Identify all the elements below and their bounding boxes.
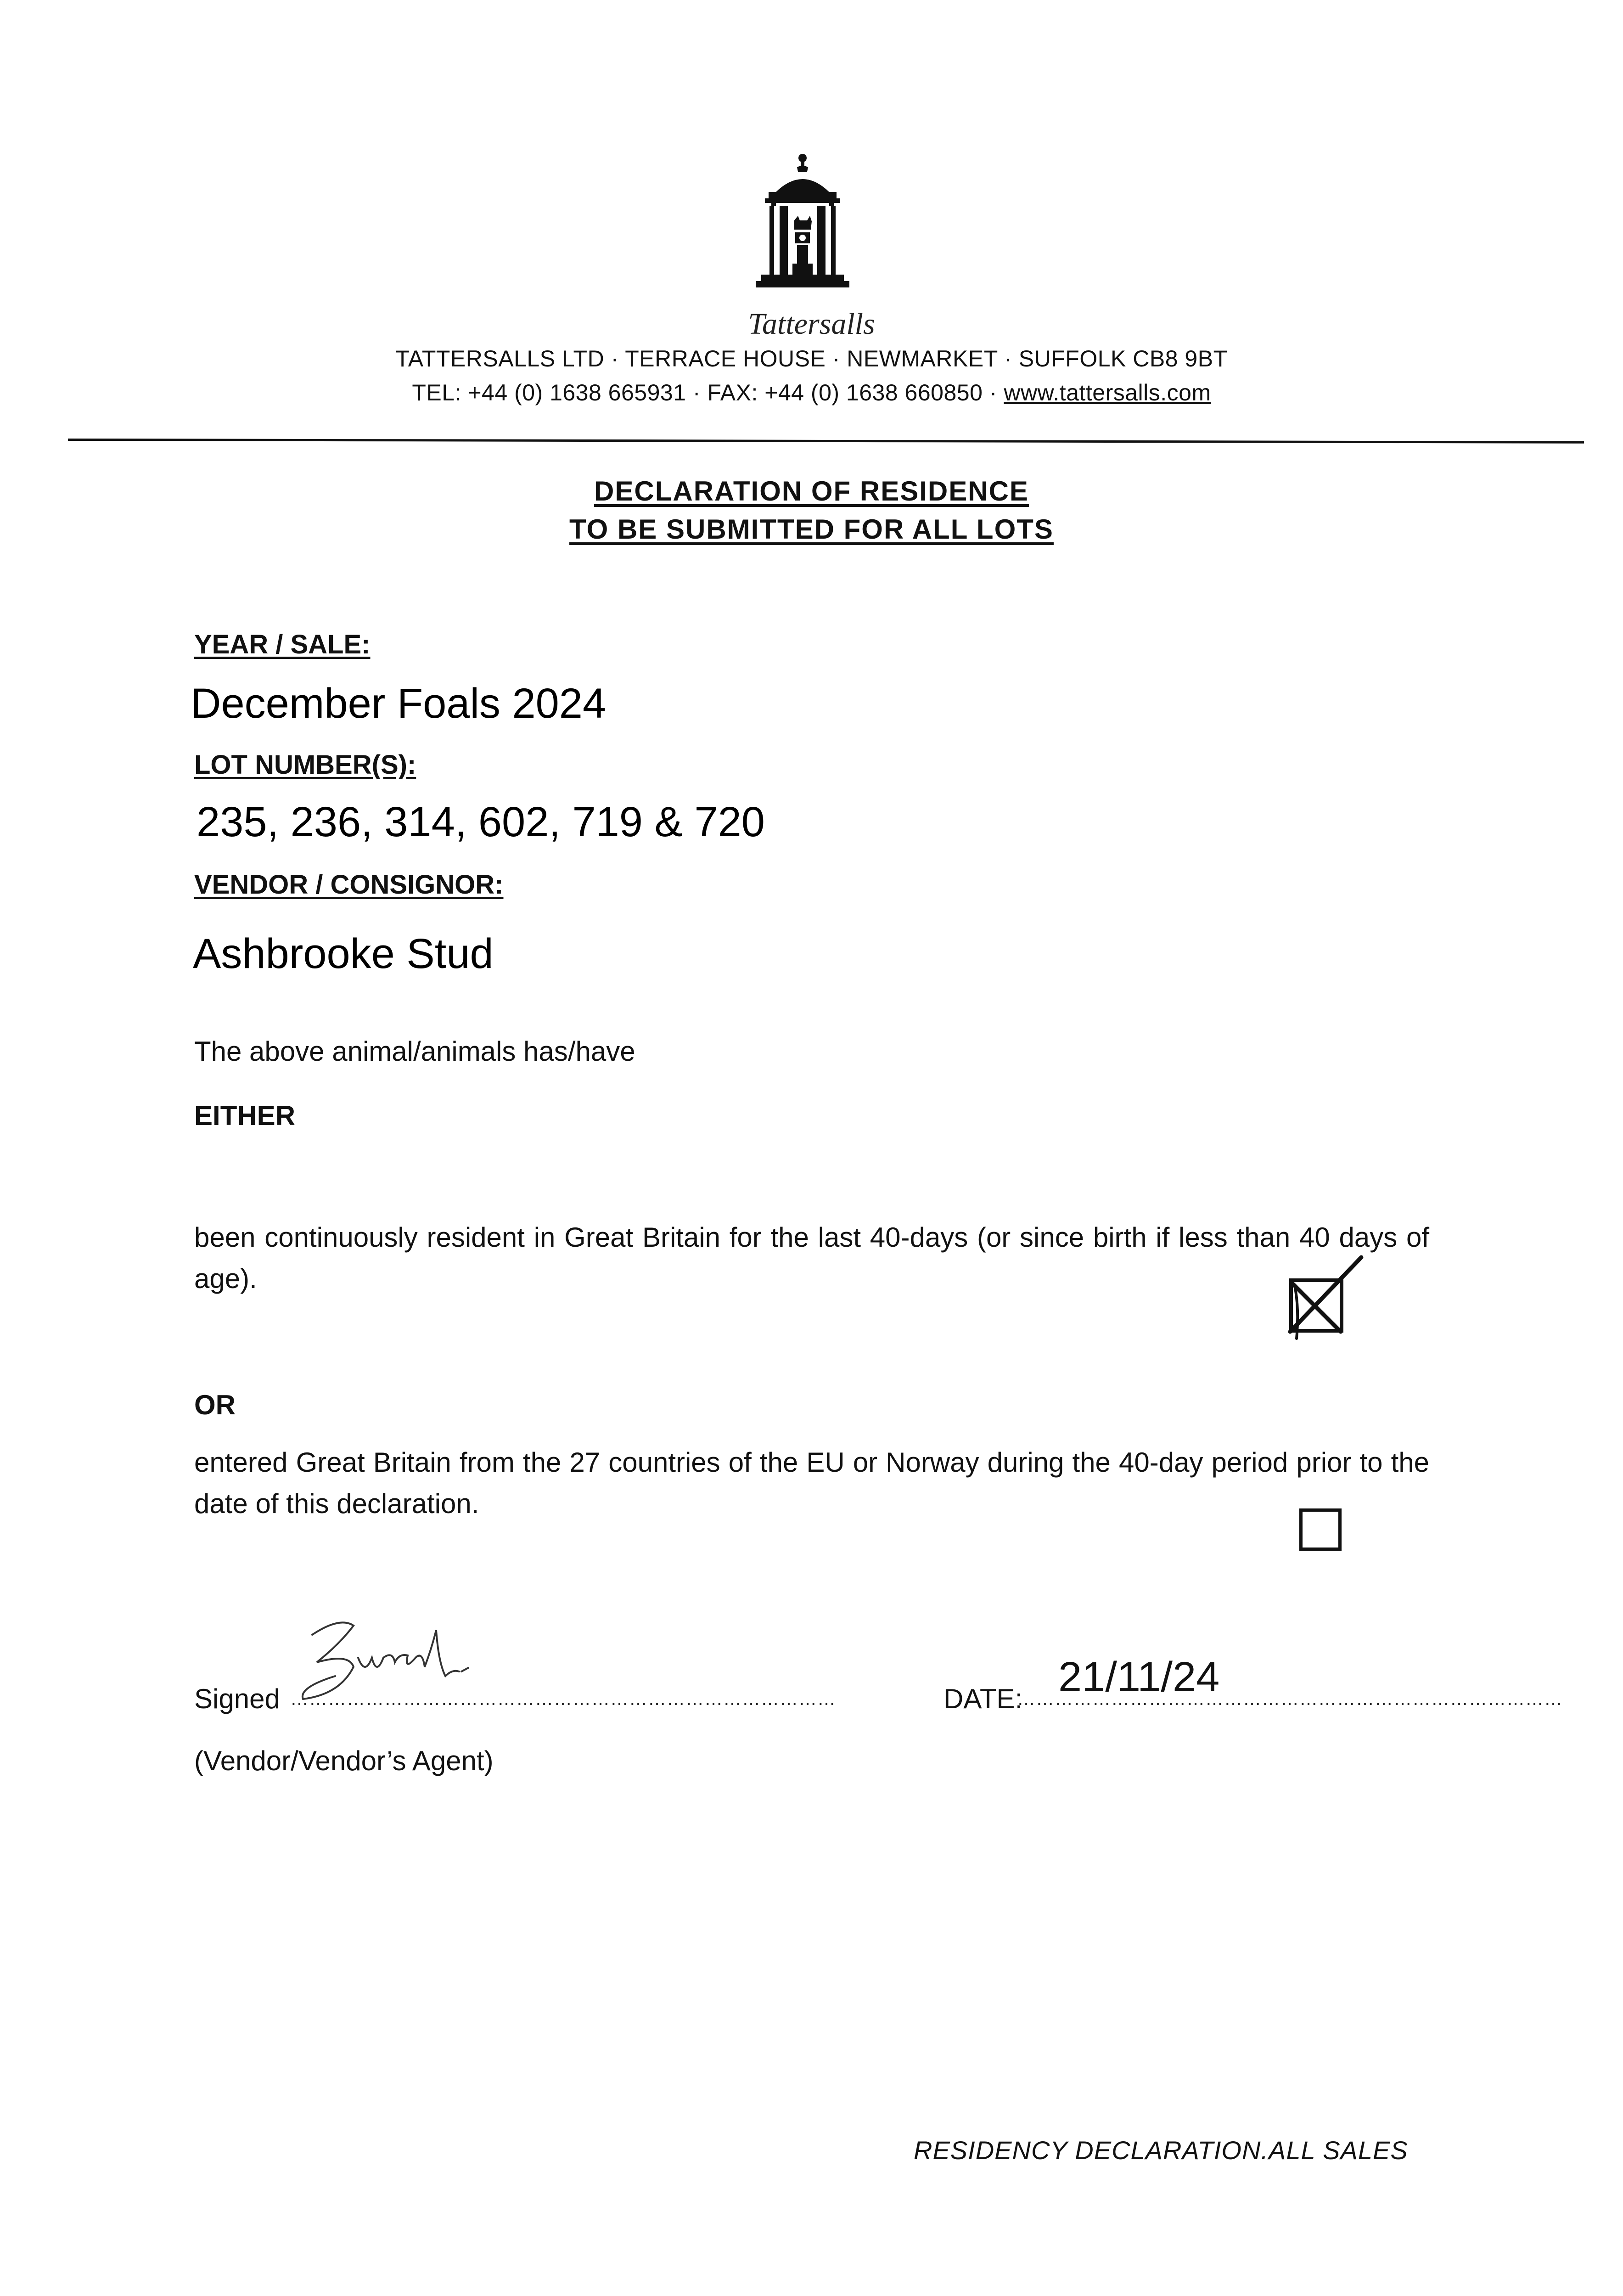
option2-text: entered Great Britain from the 27 countries of the EU or Norway during the 40-day period prior to the date of this declaration. [194,1447,1429,1519]
vendor-value: Ashbrooke Stud [193,930,494,977]
option1-checkbox[interactable] [1286,1254,1364,1345]
contact-line [0,379,1623,406]
contact-numbers: TEL: +44 (0) 1638 665931 · FAX: +44 (0) 1638 660850 · [412,380,1004,405]
signer-role-note: (Vendor/Vendor’s Agent) [194,1745,494,1776]
lot-numbers-label: LOT NUMBER(S): [194,750,416,780]
tattersalls-logo [743,152,862,303]
year-sale-value: December Foals 2024 [191,680,607,727]
document-subtitle: TO BE SUBMITTED FOR ALL LOTS [569,514,1054,545]
signed-label: Signed [194,1683,280,1714]
intro-text: The above animal/animals has/have [194,1036,635,1067]
vendor-label: VENDOR / CONSIGNOR: [194,870,504,900]
header-divider [68,439,1584,444]
date-value: 21/11/24 [1058,1654,1220,1700]
address-line: TATTERSALLS LTD · TERRACE HOUSE · NEWMARKET · SUFFOLK CB8 9BT [395,346,1228,371]
crossed-checkbox-icon [1286,1254,1364,1345]
year-sale-label: YEAR / SALE: [194,630,371,659]
footer-reference: RESIDENCY DECLARATION.ALL SALES [914,2136,1408,2165]
brand-name: Tattersalls [748,307,875,341]
either-heading: EITHER [194,1100,296,1131]
option2-checkbox[interactable] [1299,1508,1342,1551]
option1-text: been continuously resident in Great Britain for the last 40-days (or since birth if less than 40 days of age). [194,1222,1429,1294]
document-title: DECLARATION OF RESIDENCE [594,476,1029,506]
signature-line: …………………………………………………………………………… [290,1689,836,1709]
lot-numbers-value: 235, 236, 314, 602, 719 & 720 [197,799,765,845]
handwritten-signature [285,1607,523,1713]
website-link[interactable]: www.tattersalls.com [1004,380,1211,405]
or-heading: OR [194,1390,236,1420]
date-label: DATE: [943,1683,1023,1714]
date-line: …………………………………………………………………………… [1017,1689,1563,1709]
